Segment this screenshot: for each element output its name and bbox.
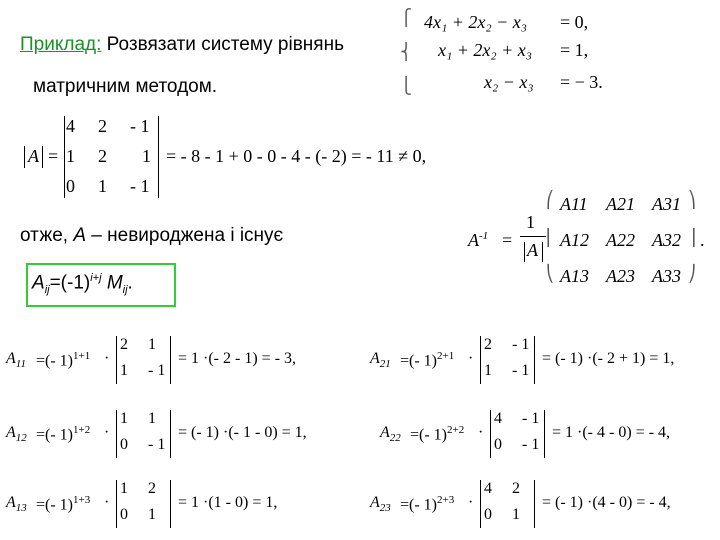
det-cell-1-2: 2 [98, 116, 107, 136]
minor-cell-2-1: 0 [120, 506, 128, 523]
cofactor-result: = 1 ·(1 - 0) = 1, [178, 494, 278, 511]
minor-cell-1-1: 1 [120, 480, 128, 497]
cofactor-dot: · [104, 494, 110, 511]
minor-cell-1-1: 2 [120, 336, 128, 353]
cofactor-result: = 1 ·(- 4 - 0) = - 4, [552, 424, 671, 441]
cofactor-name: $A_{11}$ [6, 350, 26, 371]
fraction-line [520, 236, 546, 237]
cofactor-12 [6, 408, 351, 464]
minor-cell-1-2: 2 [512, 480, 520, 497]
inverse-lhs: $A^{-1}$ [468, 230, 489, 250]
cofactor-name: $A_{13}$ [6, 494, 27, 515]
statement-var: A [73, 225, 87, 246]
equation-1-lhs: 4x₁ + 2x₂ − x₃ [424, 12, 528, 32]
det-cell-2-3: 1 [142, 146, 151, 166]
minor-cell-2-1: 0 [484, 506, 492, 523]
example-label: Приклад: [20, 34, 102, 55]
det-cell-3-1: 0 [66, 176, 75, 196]
inverse-cell-1-3: A31 [652, 194, 681, 214]
cofactor-21 [370, 334, 715, 390]
cofactor-sign: =(- 1)$^{2+1}$ [400, 350, 455, 370]
det-equals: = [48, 146, 59, 166]
minor-cell-1-2: - 1 [512, 336, 530, 353]
minor-cell-2-2: - 1 [148, 436, 166, 453]
minor-cell-1-2: 1 [148, 336, 156, 353]
inverse-equals: = [502, 230, 513, 250]
minor-cell-2-1: 0 [494, 436, 502, 453]
cofactor-result: = (- 1) ·(- 2 + 1) = 1, [542, 350, 675, 367]
cofactor-13 [6, 478, 351, 534]
inverse-matrix-formula: $A^{-1}$ = 1 A ⎛ ⎜ ⎝ A11 A21 A31 A12 A22 A32 A13 A23 A33 ⎞ ⎟ ⎠ . [468, 192, 705, 286]
minor-cell-1-2: - 1 [522, 410, 540, 427]
det-cell-2-1: 1 [66, 146, 75, 166]
inverse-cell-1-1: A11 [560, 194, 588, 214]
inverse-numerator: 1 [526, 212, 535, 232]
equation-2-lhs: x₁ + 2x₂ + x₃ [438, 40, 533, 60]
minor-cell-2-1: 1 [484, 362, 492, 379]
minor-cell-1-1: 2 [484, 336, 492, 353]
brace-middle: ⎨ [400, 44, 412, 61]
method-text: матричним методом. [33, 76, 218, 97]
det-name: A [28, 146, 39, 166]
minor-cell-2-2: 1 [512, 506, 520, 523]
cofactor-dot: · [478, 424, 484, 441]
equation-2-rhs: = 1, [560, 40, 589, 60]
cofactor-dot: · [468, 350, 474, 367]
cofactor-result: = 1 ·(- 2 - 1) = - 3, [178, 350, 297, 367]
inverse-cell-3-3: A33 [652, 266, 681, 286]
cofactor-result: = (- 1) ·(- 1 - 0) = 1, [178, 424, 307, 441]
det-cell-3-3: - 1 [130, 176, 150, 196]
inverse-cell-2-2: A22 [606, 230, 635, 250]
cofactor-name: $A_{23}$ [370, 494, 391, 515]
inverse-cell-2-3: A32 [652, 230, 681, 250]
inverse-det: A [527, 240, 538, 260]
cofactor-dot: · [468, 494, 474, 511]
equation-system [400, 6, 700, 106]
minor-cell-1-1: 4 [484, 480, 492, 497]
minor-cell-2-1: 1 [120, 362, 128, 379]
det-cell-1-1: 4 [66, 116, 75, 136]
det-cell-2-2: 2 [98, 146, 107, 166]
example-text: Розвязати систему рівнянь [101, 34, 344, 55]
cofactor-dot: · [104, 424, 110, 441]
cofactor-dot: · [104, 350, 110, 367]
cofactor-sign: =(- 1)$^{1+3}$ [36, 494, 91, 514]
cofactor-name: $A_{12}$ [6, 424, 27, 445]
inverse-cell-1-2: A21 [606, 194, 635, 214]
minor-cell-2-2: - 1 [148, 362, 166, 379]
minor-cell-2-2: - 1 [512, 362, 530, 379]
minor-cell-2-2: 1 [148, 506, 156, 523]
cofactor-23 [370, 478, 715, 534]
inverse-cell-3-1: A13 [560, 266, 589, 286]
cofactor-sign: =(- 1)$^{2+3}$ [400, 494, 455, 514]
cofactor-result: = (- 1) ·(4 - 0) = - 4, [542, 494, 671, 511]
minor-cell-1-1: 4 [494, 410, 502, 427]
equation-1-rhs: = 0, [560, 12, 589, 32]
cofactor-formula: $A_{ij}=(-1)^{i+j}$ $M_{ij}$. [32, 272, 133, 297]
cofactor-sign: =(- 1)$^{1+2}$ [36, 424, 91, 444]
minor-cell-1-1: 1 [120, 410, 128, 427]
equation-3-rhs: = − 3. [560, 72, 603, 92]
det-cell-1-3: - 1 [130, 116, 150, 136]
minor-cell-1-2: 1 [148, 410, 156, 427]
inverse-cell-2-1: A12 [560, 230, 589, 250]
cofactor-22 [380, 408, 720, 464]
cofactor-sign: =(- 1)$^{2+2}$ [410, 424, 465, 444]
cofactor-11 [6, 334, 351, 390]
det-cell-3-2: 1 [98, 176, 107, 196]
minor-cell-2-2: - 1 [522, 436, 540, 453]
brace-bottom: ⎩ [400, 78, 412, 95]
det-expansion: = - 8 - 1 + 0 - 0 - 4 - (- 2) = - 11 ≠ 0, [166, 146, 427, 166]
cofactor-sign: =(- 1)$^{1+1}$ [36, 350, 91, 370]
minor-cell-1-2: 2 [148, 480, 156, 497]
equation-3-lhs: x₂ − x₃ [484, 72, 534, 92]
example-heading [20, 34, 344, 56]
minor-cell-2-1: 0 [120, 436, 128, 453]
cofactor-name: $A_{22}$ [380, 424, 401, 445]
cofactor-name: $A_{21}$ [370, 350, 391, 371]
nonsingular-statement: отже, A – невироджена і існує [20, 225, 284, 246]
brace-top: ⎧ [400, 10, 412, 27]
inverse-cell-3-2: A23 [606, 266, 635, 286]
